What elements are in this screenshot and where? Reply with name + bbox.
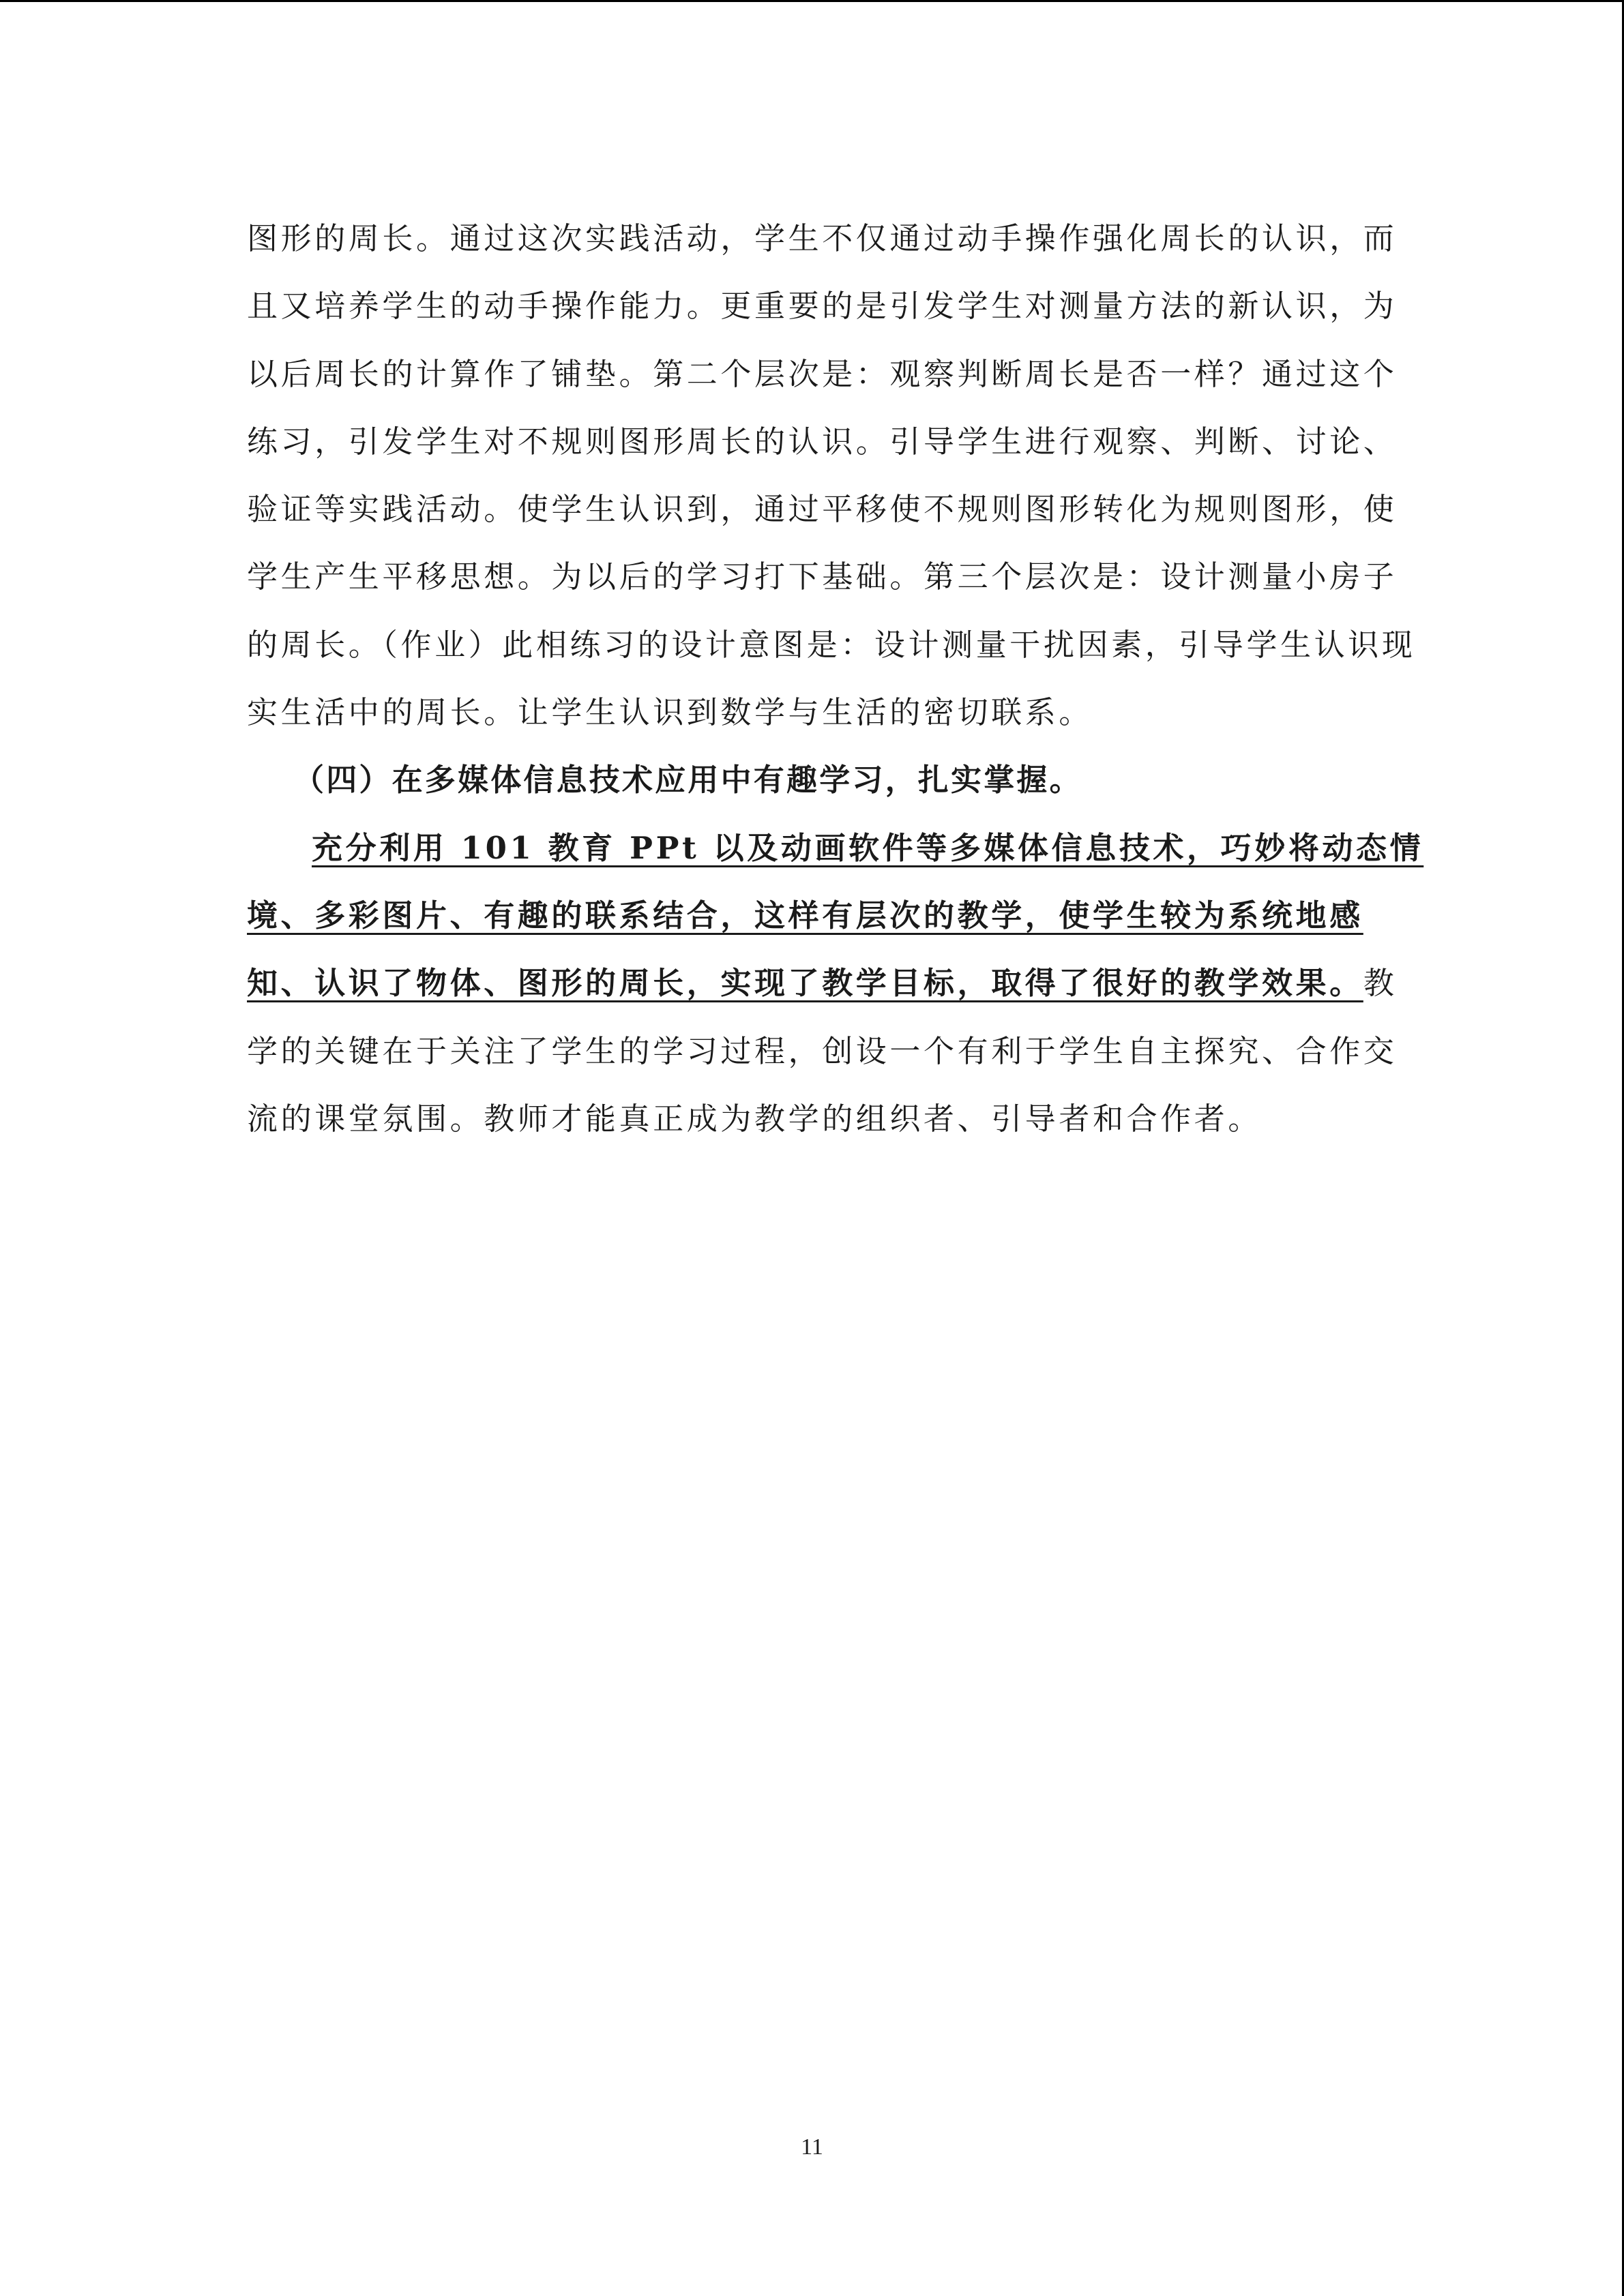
underlined-text: 境、多彩图片、有趣的联系结合，这样有层次的教学，使学生较为系统地感 — [247, 897, 1363, 934]
document-body — [247, 205, 1424, 1152]
text-line: 流的课堂氛围。教师才能真正成为教学的组织者、引导者和合作者。 — [247, 1100, 1263, 1137]
plain-text: 教 — [1363, 965, 1398, 1002]
underlined-text: 知、认识了物体、图形的周长，实现了教学目标，取得了很好的教学效果。 — [247, 965, 1363, 1002]
text-line-underlined — [247, 882, 1379, 949]
text-line: 以后周长的计算作了铺垫。第二个层次是：观察判断周长是否一样？通过这个 — [247, 355, 1398, 392]
text-line-underlined — [247, 814, 1424, 882]
section-heading: （四）在多媒体信息技术应用中有趣学习，扎实掌握。 — [293, 762, 1082, 799]
text-line: 验证等实践活动。使学生认识到，通过平移使不规则图形转化为规则图形，使 — [247, 491, 1398, 528]
top-border-line — [0, 0, 1624, 2]
text-line: 学的关键在于关注了学生的学习过程，创设一个有利于学生自主探究、合作交 — [247, 1032, 1398, 1069]
page-number: 11 — [801, 2134, 823, 2160]
paragraph-practice-levels — [247, 205, 1416, 746]
text-line: 实生活中的周长。让学生认识到数学与生活的密切联系。 — [247, 694, 1093, 731]
text-line-mixed — [247, 949, 1398, 1017]
text-line: 的周长。（作业）此相练习的设计意图是：设计测量干扰因素，引导学生认识现 — [247, 626, 1416, 663]
text-line: 学生产生平移思想。为以后的学习打下基础。第三个层次是：设计测量小房子 — [247, 558, 1398, 595]
paragraph-multimedia — [247, 814, 1424, 1152]
underlined-text: 充分利用 101 教育 PPt 以及动画软件等多媒体信息技术，巧妙将动态情 — [312, 829, 1424, 866]
text-line: 练习，引发学生对不规则图形周长的认识。引导学生进行观察、判断、讨论、 — [247, 423, 1398, 460]
text-line: 且又培养学生的动手操作能力。更重要的是引发学生对测量方法的新认识，为 — [247, 288, 1398, 325]
text-line: 图形的周长。通过这次实践活动，学生不仅通过动手操作强化周长的认识，而 — [247, 220, 1398, 256]
